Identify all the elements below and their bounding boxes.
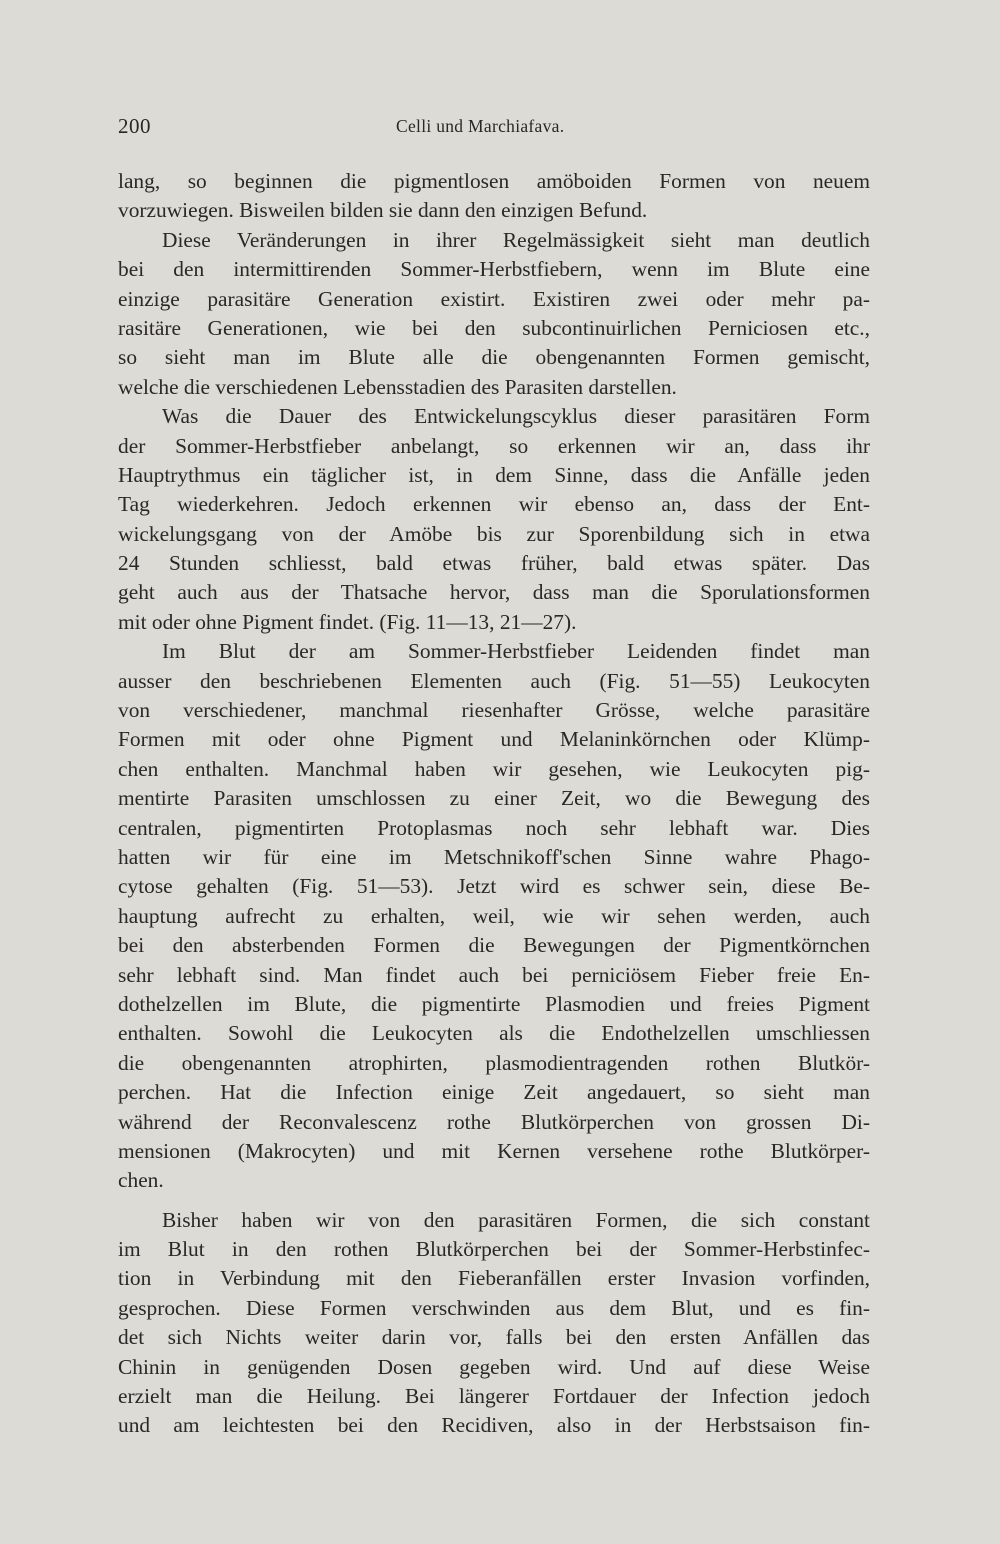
page-number: 200 xyxy=(118,114,151,138)
text-line: mentirte Parasiten umschlossen zu einer Zeit, wo die Bewegung des xyxy=(118,786,870,811)
text-line: bei den intermittirenden Sommer-Herbstfiebern, wenn im Blute eine xyxy=(118,257,870,282)
text-line: enthalten. Sowohl die Leukocyten als die Endothelzellen umschliessen xyxy=(118,1021,870,1046)
running-title: Celli und Marchiafava. xyxy=(396,116,565,136)
text-line: chen. xyxy=(118,1168,164,1193)
paragraph xyxy=(118,226,870,402)
text-line: im Blut in den rothen Blutkörperchen bei der Sommer-Herbstinfec- xyxy=(118,1237,870,1262)
running-head xyxy=(118,114,873,144)
text-line: wickelungsgang von der Amöbe bis zur Sporenbildung sich in etwa xyxy=(118,521,870,546)
text-line: vorzuwiegen. Bisweilen bilden sie dann den einzigen Befund. xyxy=(118,198,648,223)
text-line: erzielt man die Heilung. Bei längerer Fortdauer der Infection jedoch xyxy=(118,1384,870,1409)
text-line: hatten wir für eine im Metschnikoff'schen Sinne wahre Phago- xyxy=(118,844,870,869)
text-line: der Sommer-Herbstfieber anbelangt, so erkennen wir an, dass ihr xyxy=(118,433,870,458)
text-line: Formen mit oder ohne Pigment und Melaninkörnchen oder Klümp- xyxy=(118,727,870,752)
text-line: ausser den beschriebenen Elementen auch (Fig. 51—55) Leukocyten xyxy=(118,668,870,693)
paragraph-spacer xyxy=(118,1196,870,1206)
text-line: Chinin in genügenden Dosen gegeben wird. Und auf diese Weise xyxy=(118,1354,870,1379)
text-line: hauptung aufrecht zu erhalten, weil, wie wir sehen werden, auch xyxy=(118,903,870,928)
text-line: 24 Stunden schliesst, bald etwas früher, bald etwas später. Das xyxy=(118,551,870,576)
body-text xyxy=(118,167,870,1441)
text-line: Im Blut der am Sommer-Herbstfieber Leidenden findet man xyxy=(162,639,870,664)
paragraph xyxy=(118,637,870,1195)
text-line: perchen. Hat die Infection einige Zeit angedauert, so sieht man xyxy=(118,1080,870,1105)
text-line: centralen, pigmentirten Protoplasmas noch sehr lebhaft war. Dies xyxy=(118,815,870,840)
paragraph xyxy=(118,402,870,637)
text-line: die obengenannten atrophirten, plasmodientragenden rothen Blutkör- xyxy=(118,1050,870,1075)
text-line: dothelzellen im Blute, die pigmentirte Plasmodien und freies Pigment xyxy=(118,991,870,1016)
text-line: einzige parasitäre Generation existirt. Existiren zwei oder mehr pa- xyxy=(118,286,870,311)
text-line: während der Reconvalescenz rothe Blutkörperchen von grossen Di- xyxy=(118,1109,870,1134)
text-line: sehr lebhaft sind. Man findet auch bei perniciösem Fieber freie En- xyxy=(118,962,870,987)
text-line: welche die verschiedenen Lebensstadien des Parasiten darstellen. xyxy=(118,374,677,399)
paragraph xyxy=(118,167,870,226)
text-line: lang, so beginnen die pigmentlosen amöboiden Formen von neuem xyxy=(118,169,870,193)
text-line: Diese Veränderungen in ihrer Regelmässigkeit sieht man deutlich xyxy=(162,227,870,252)
paragraph xyxy=(118,1206,870,1441)
text-line: det sich Nichts weiter darin vor, falls bei den ersten Anfällen das xyxy=(118,1325,870,1350)
text-line: Tag wiederkehren. Jedoch erkennen wir ebenso an, dass der Ent- xyxy=(118,492,870,517)
text-line: und am leichtesten bei den Recidiven, also in der Herbstsaison fin- xyxy=(118,1413,870,1438)
text-line: von verschiedener, manchmal riesenhafter Grösse, welche parasitäre xyxy=(118,698,870,723)
text-line: mensionen (Makrocyten) und mit Kernen versehene rothe Blutkörper- xyxy=(118,1138,870,1163)
text-line: tion in Verbindung mit den Fieberanfällen erster Invasion vorfinden, xyxy=(118,1266,870,1291)
text-line: mit oder ohne Pigment findet. (Fig. 11—13, 21—27). xyxy=(118,609,577,634)
text-line: cytose gehalten (Fig. 51—53). Jetzt wird es schwer sein, diese Be- xyxy=(118,874,870,899)
text-line: Hauptrythmus ein täglicher ist, in dem Sinne, dass die Anfälle jeden xyxy=(118,462,870,487)
text-line: geht auch aus der Thatsache hervor, dass man die Sporulationsformen xyxy=(118,580,870,605)
text-line: rasitäre Generationen, wie bei den subcontinuirlichen Perniciosen etc., xyxy=(118,315,870,340)
text-line: Was die Dauer des Entwickelungscyklus dieser parasitären Form xyxy=(162,404,870,429)
text-line: chen enthalten. Manchmal haben wir gesehen, wie Leukocyten pig- xyxy=(118,756,870,781)
text-line: Bisher haben wir von den parasitären Formen, die sich constant xyxy=(162,1207,870,1232)
text-line: so sieht man im Blute alle die obengenannten Formen gemischt, xyxy=(118,345,870,370)
text-line: gesprochen. Diese Formen verschwinden aus dem Blut, und es fin- xyxy=(118,1295,870,1320)
text-line: bei den absterbenden Formen die Bewegungen der Pigmentkörnchen xyxy=(118,933,870,958)
